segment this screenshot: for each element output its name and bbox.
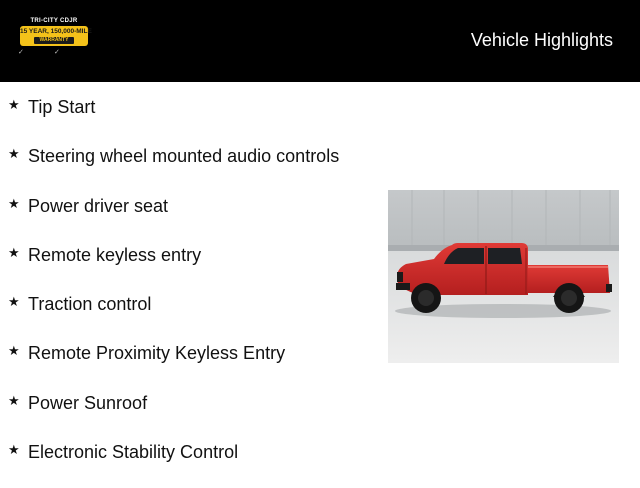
list-item bbox=[8, 193, 339, 242]
logo-warranty-text: 15 YEAR, 150,000-MILE bbox=[20, 28, 92, 35]
list-item bbox=[8, 291, 339, 340]
star-icon: ★ bbox=[8, 294, 20, 310]
logo-banner bbox=[20, 26, 92, 46]
warranty-logo[interactable] bbox=[18, 18, 92, 56]
feature-label: Power Sunroof bbox=[28, 392, 148, 413]
list-item bbox=[8, 242, 339, 291]
logo-dealer-name: TRI-CITY CDJR bbox=[30, 18, 78, 24]
feature-label: Steering wheel mounted audio controls bbox=[28, 146, 340, 167]
star-icon: ★ bbox=[8, 146, 20, 162]
feature-label: Remote keyless entry bbox=[28, 244, 202, 265]
list-item bbox=[8, 340, 339, 389]
truck-illustration bbox=[388, 190, 619, 363]
feature-label: Power driver seat bbox=[28, 195, 169, 216]
star-icon: ★ bbox=[8, 97, 20, 112]
list-item bbox=[8, 143, 339, 192]
header-bar bbox=[0, 0, 640, 82]
check-icon: ✓ bbox=[18, 49, 24, 56]
list-item bbox=[8, 390, 339, 439]
star-icon: ★ bbox=[8, 343, 20, 359]
feature-label: Tip Start bbox=[28, 97, 96, 117]
feature-list bbox=[8, 94, 339, 488]
feature-label: Traction control bbox=[28, 294, 152, 315]
check-icon: ✓ bbox=[54, 49, 60, 56]
list-item bbox=[8, 94, 339, 143]
vehicle-photo[interactable] bbox=[388, 190, 619, 363]
star-icon: ★ bbox=[8, 244, 20, 260]
star-icon: ★ bbox=[8, 195, 20, 211]
star-icon: ★ bbox=[8, 442, 20, 458]
star-icon: ★ bbox=[8, 392, 20, 408]
feature-label: Remote Proximity Keyless Entry bbox=[28, 343, 286, 364]
list-item bbox=[8, 439, 339, 488]
logo-warranty-label: WARRANTY bbox=[34, 37, 74, 44]
page-title: Vehicle Highlights bbox=[470, 30, 613, 50]
feature-label: Electronic Stability Control bbox=[28, 442, 239, 463]
